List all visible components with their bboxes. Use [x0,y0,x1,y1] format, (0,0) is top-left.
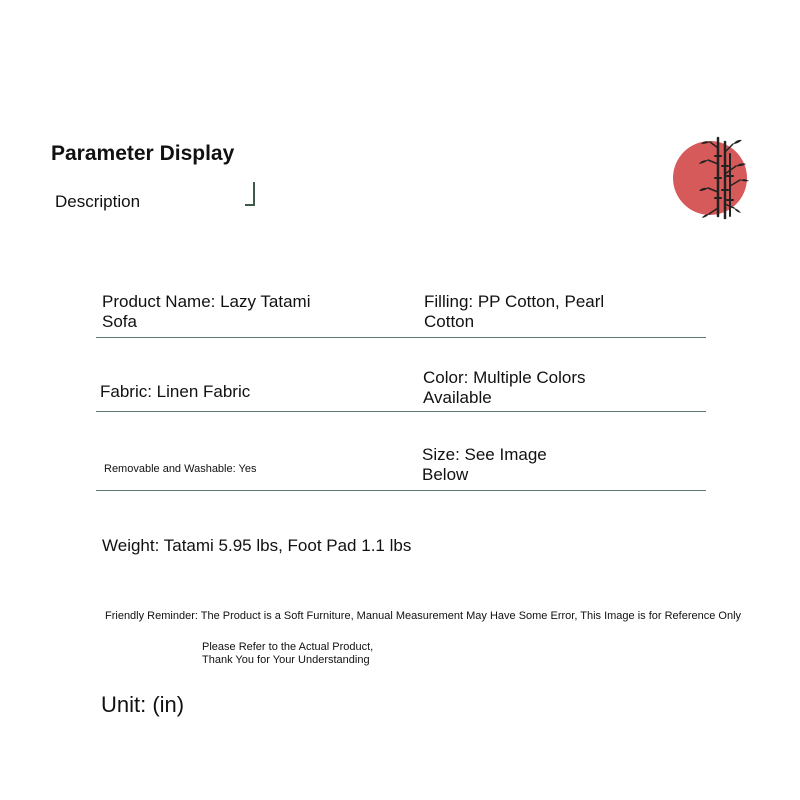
corner-bracket-decoration [245,182,255,206]
unit-label: Unit: (in) [101,692,185,717]
param-fabric: Fabric: Linen Fabric [100,382,251,401]
reminder-line: Thank You for Your Understanding [202,654,370,666]
param-color: Color: Multiple Colors Available [423,368,586,407]
reminder-line: Friendly Reminder: The Product is a Soft Furniture, Manual Measurement May Have Some Error, This Image is for Reference Only [105,610,742,622]
row-divider [96,337,706,338]
row-divider [96,411,706,412]
param-product-name: Product Name: Lazy Tatami Sofa [102,292,311,331]
param-weight: Weight: Tatami 5.95 lbs, Foot Pad 1.1 lbs [102,536,412,555]
red-sun-bamboo-icon [670,134,754,220]
reminder-line: Please Refer to the Actual Product, [202,641,374,653]
param-filling: Filling: PP Cotton, Pearl Cotton [424,292,605,331]
row-divider [96,490,706,491]
param-removable: Removable and Washable: Yes [104,463,257,475]
page-title: Parameter Display [51,142,235,165]
param-size: Size: See Image Below [422,445,547,484]
section-subtitle: Description [55,192,141,211]
